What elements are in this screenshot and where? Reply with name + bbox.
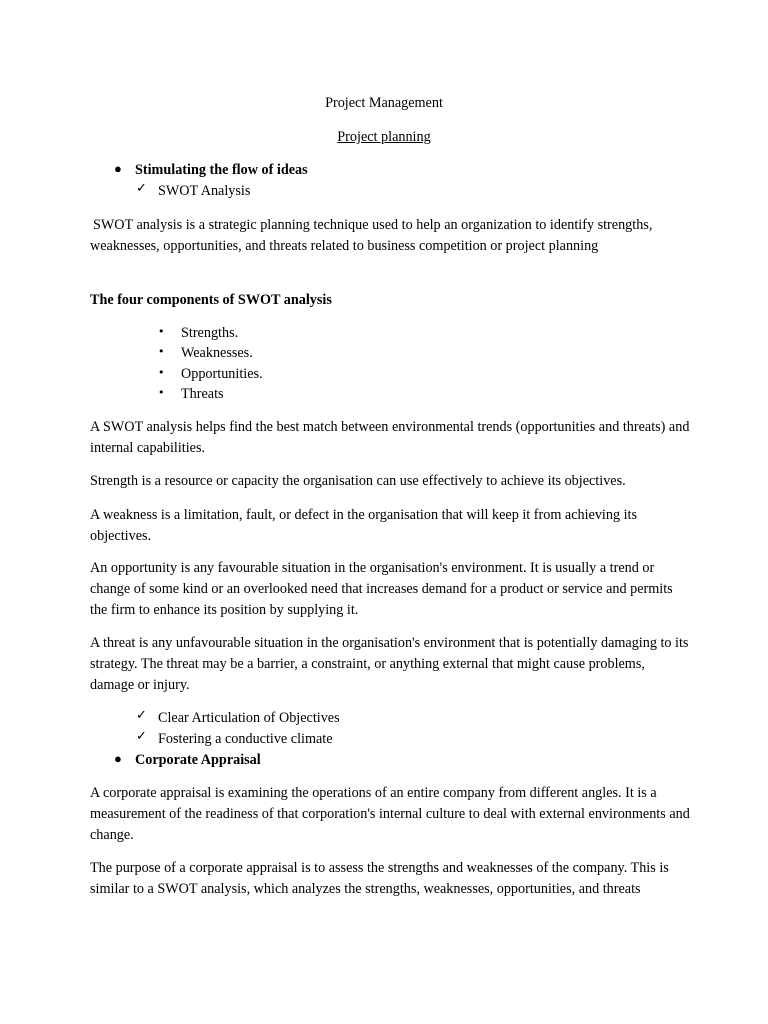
subtitle-text: Project planning xyxy=(337,129,431,145)
component-item: Opportunities. xyxy=(181,366,263,382)
check-fostering-climate: Fostering a conductive climate xyxy=(158,731,333,747)
bullet-icon: • xyxy=(158,325,165,338)
component-item: Weaknesses. xyxy=(181,345,253,361)
checkmark-icon: ✓ xyxy=(136,181,147,196)
paragraph-strength: Strength is a resource or capacity the organisation can use effectively to achieve its objectives. xyxy=(90,473,626,489)
bullet-icon: • xyxy=(158,345,165,358)
bullet-dot-icon: ● xyxy=(114,751,122,766)
paragraph-corporate-appraisal: A corporate appraisal is examining the operations of an entire company from different angles. It is a measurement of the readiness of that corporation's internal culture to deal with external environments and change. xyxy=(90,785,690,843)
bullet-stimulating-ideas: Stimulating the flow of ideas xyxy=(135,162,308,178)
bullet-icon: • xyxy=(158,386,165,399)
component-item: Strengths. xyxy=(181,325,239,341)
bullet-corporate-appraisal: Corporate Appraisal xyxy=(135,752,261,768)
paragraph-opportunity: An opportunity is any favourable situation in the organisation's environment. It is usually a trend or change of some kind or an overlooked need that increases demand for a product or service and permits the firm to enhance its position by supplying it. xyxy=(90,560,673,618)
paragraph-weakness: A weakness is a limitation, fault, or defect in the organisation that will keep it from achieving its objectives. xyxy=(90,507,638,544)
component-item: Threats xyxy=(181,386,224,402)
paragraph-swot-match: A SWOT analysis helps find the best match between environmental trends (opportunities and threats) and internal capabilities. xyxy=(90,419,690,456)
checkmark-icon: ✓ xyxy=(136,729,147,744)
section-subtitle xyxy=(0,127,768,147)
paragraph-swot-intro: SWOT analysis is a strategic planning technique used to help an organization to identify strengths, weaknesses, opportunities, and threats related to business competition or project planning xyxy=(90,217,653,254)
components-heading: The four components of SWOT analysis xyxy=(90,292,332,308)
bullet-icon: • xyxy=(158,366,165,379)
check-swot-analysis: SWOT Analysis xyxy=(158,183,251,199)
document-title: Project Management xyxy=(325,95,443,111)
paragraph-appraisal-purpose: The purpose of a corporate appraisal is to assess the strengths and weaknesses of the company. This is similar to a SWOT analysis, which analyzes the strengths, weaknesses, opportunities, and threats xyxy=(90,860,669,897)
check-clear-articulation: Clear Articulation of Objectives xyxy=(158,710,340,726)
bullet-dot-icon: ● xyxy=(114,161,122,176)
paragraph-threat: A threat is any unfavourable situation in the organisation's environment that is potentially damaging to its strategy. The threat may be a barrier, a constraint, or anything external that might cause problems, damage or injury. xyxy=(90,635,689,693)
checkmark-icon: ✓ xyxy=(136,708,147,723)
